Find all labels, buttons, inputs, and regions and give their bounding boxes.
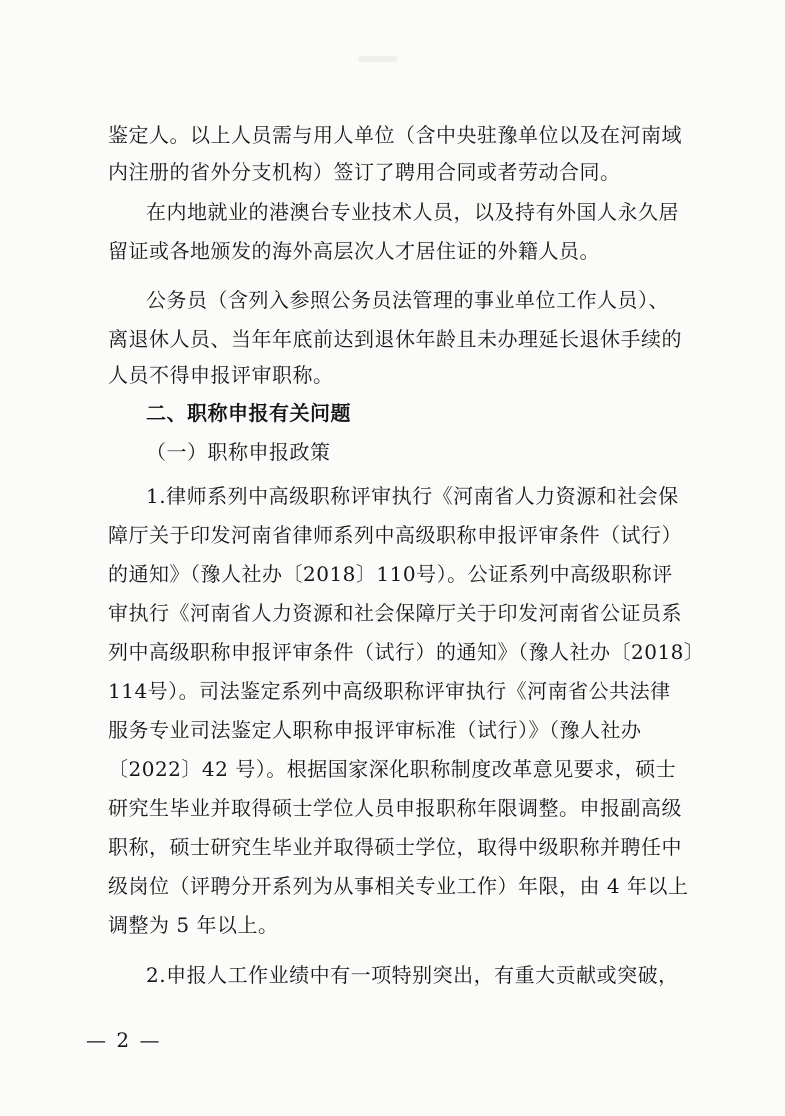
item1-line-7: 服务专业司法鉴定人职称申报评审标准（试行）》（豫人社办 <box>108 718 642 742</box>
item2-line-1: 2.申报人工作业绩中有一项特别突出，有重大贡献或突破， <box>146 963 679 987</box>
item1-line-10: 职称，硕士研究生毕业并取得硕士学位，取得中级职称并聘任中 <box>108 835 682 859</box>
item1-line-9: 研究生毕业并取得硕士学位人员申报职称年限调整。申报副高级 <box>108 796 682 820</box>
paragraph-3-line-2: 离退休人员、当年年底前达到退休年龄且未办理延长退休手续的 <box>108 327 682 351</box>
item1-line-4: 审执行《河南省人力资源和社会保障厅关于印发河南省公证员系 <box>108 601 682 625</box>
paragraph-1-line-2: 内注册的省外分支机构）签订了聘用合同或者劳动合同。 <box>108 160 621 184</box>
paragraph-2-line-1: 在内地就业的港澳台专业技术人员，以及持有外国人永久居 <box>146 200 679 224</box>
section-heading: 二、职称申报有关问题 <box>146 401 351 425</box>
item1-line-11: 级岗位（评聘分开系列为从事相关专业工作）年限，由 4 年以上 <box>108 874 689 898</box>
item1-line-8: 〔2022〕42 号）。根据国家深化职称制度改革意见要求，硕士 <box>108 757 677 781</box>
paragraph-3-line-3: 人员不得申报评审职称。 <box>108 363 334 387</box>
item1-line-3: 的通知》（豫人社办〔2018〕110号）。公证系列中高级职称评 <box>108 562 673 586</box>
paragraph-3-line-1: 公务员（含列入参照公务员法管理的事业单位工作人员）、 <box>146 288 669 312</box>
item1-line-6: 114号）。司法鉴定系列中高级职称评审执行《河南省公共法律 <box>108 679 671 703</box>
paragraph-2-line-2: 留证或各地颁发的海外高层次人才居住证的外籍人员。 <box>108 239 600 263</box>
scan-artifact <box>358 56 398 62</box>
paragraph-1-line-1: 鉴定人。以上人员需与用人单位（含中央驻豫单位以及在河南域 <box>108 123 682 147</box>
subsection-heading: （一）职称申报政策 <box>146 440 331 464</box>
item1-line-2: 障厅关于印发河南省律师系列中高级职称申报评审条件（试行） <box>108 523 682 547</box>
item1-line-1: 1.律师系列中高级职称评审执行《河南省人力资源和社会保 <box>146 484 679 508</box>
page-number: — 2 — <box>86 1028 162 1052</box>
item1-line-5: 列中高级职称申报评审条件（试行）的通知》（豫人社办〔2018〕 <box>108 640 705 664</box>
item1-line-12: 调整为 5 年以上。 <box>108 913 279 937</box>
